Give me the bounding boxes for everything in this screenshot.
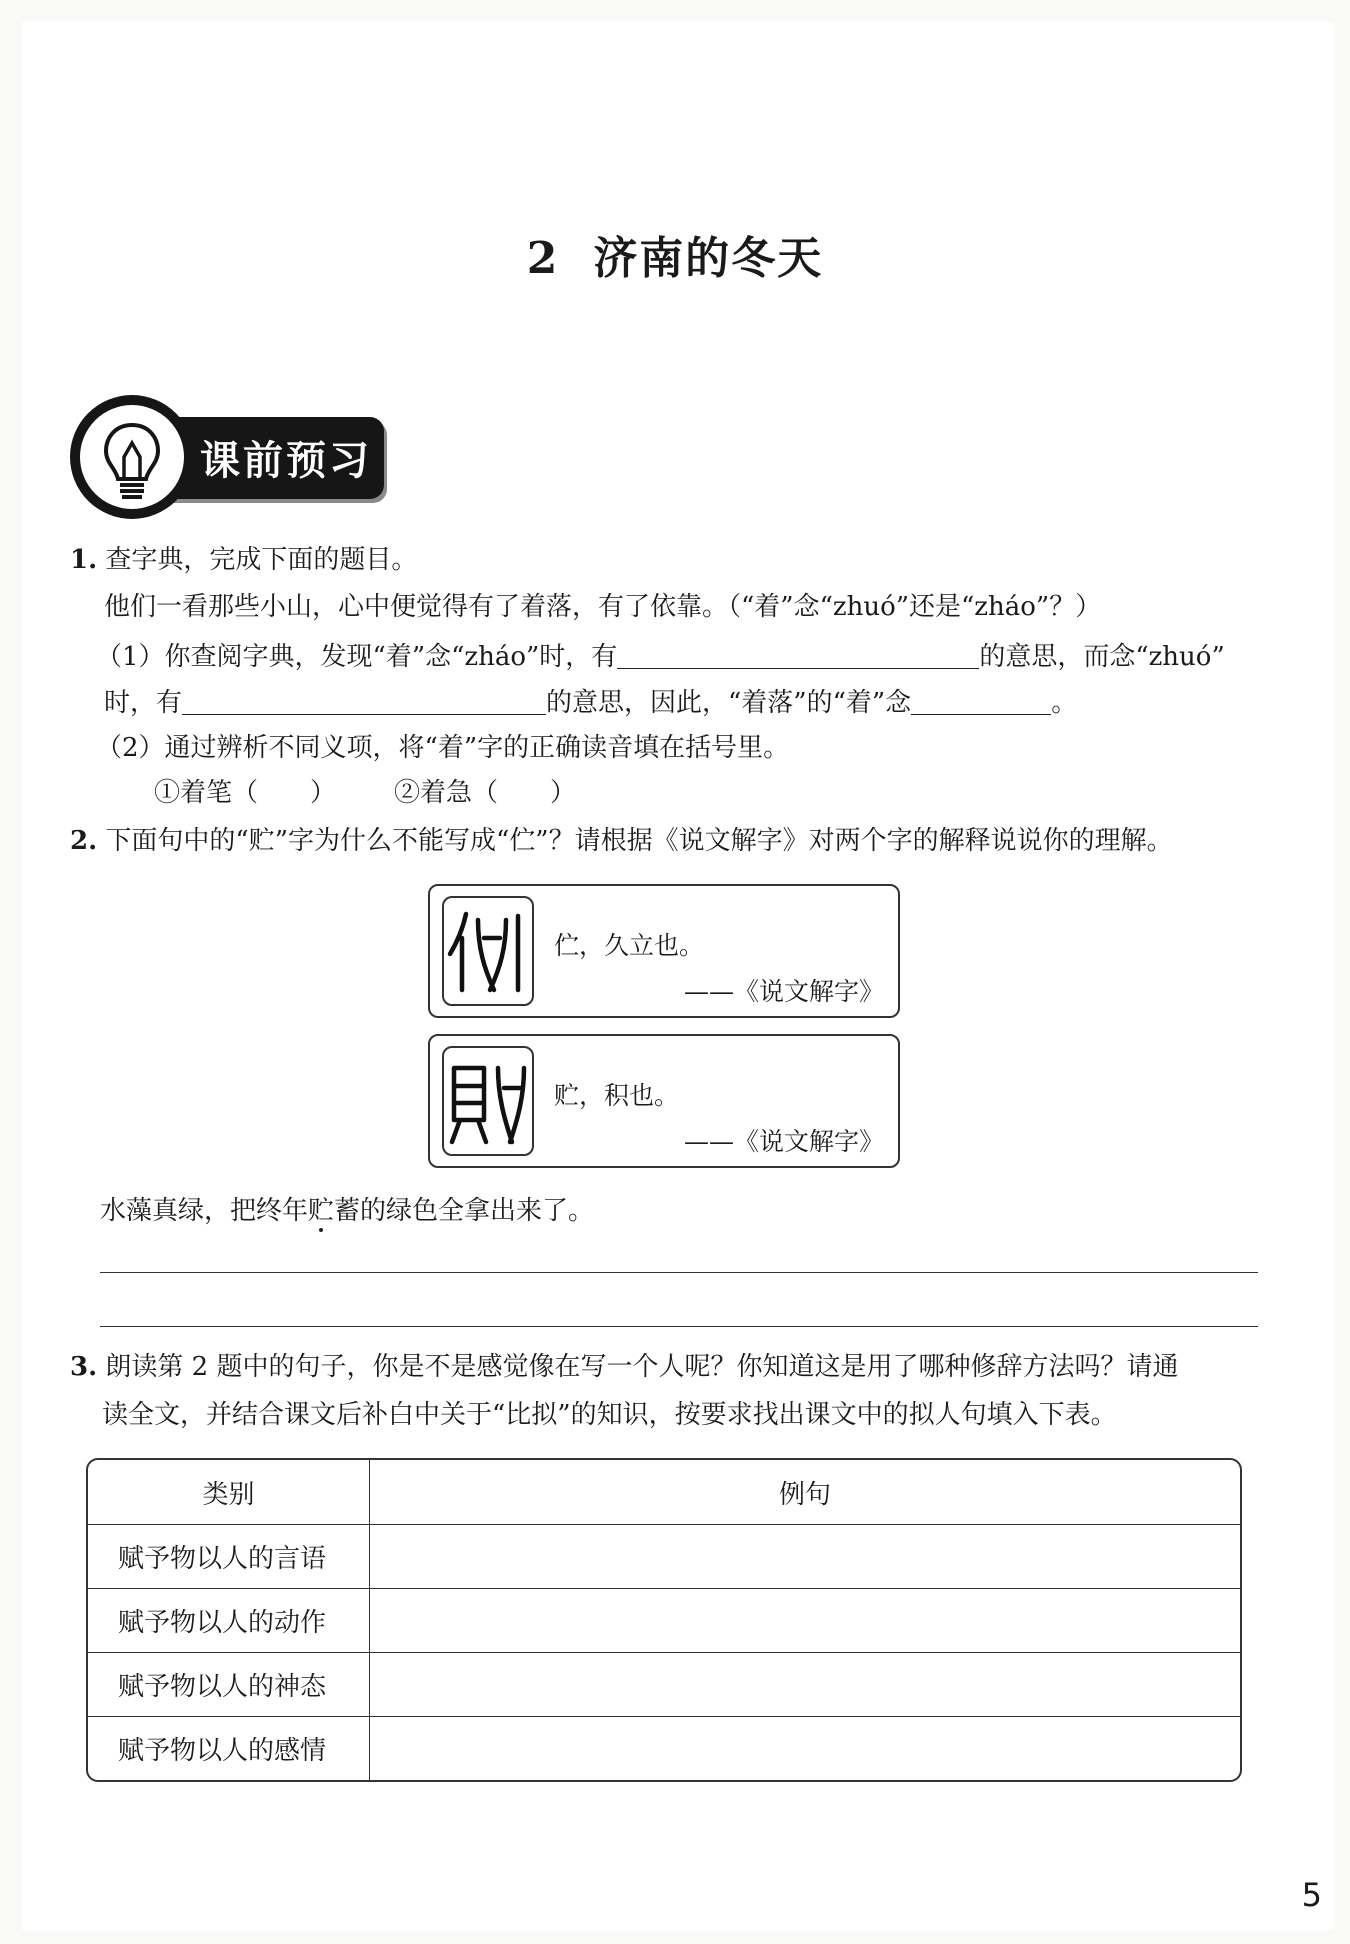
- table-row-category: 赋予物以人的感情: [88, 1716, 370, 1780]
- table-row-category: 赋予物以人的神态: [88, 1652, 370, 1716]
- q1-sub1-line2: [104, 684, 1077, 720]
- q2-number: 2.: [70, 826, 98, 856]
- section-badge-label: 课前预习: [200, 438, 372, 484]
- table-row-answer-cell[interactable]: [370, 1524, 1240, 1588]
- q2-sentence: [100, 1194, 594, 1228]
- table-row-category: 赋予物以人的动作: [88, 1588, 370, 1652]
- lesson-title-text: 济南的冬天: [593, 233, 824, 284]
- lesson-title: [0, 222, 1350, 286]
- q2-prompt: [70, 824, 1173, 858]
- page-number: 5: [1301, 1876, 1322, 1914]
- q3-prompt-line1: [70, 1350, 1179, 1384]
- table-row: [88, 1652, 1240, 1716]
- table-row-answer-cell[interactable]: [370, 1716, 1240, 1780]
- shuowen-source-1: ——《说文解字》: [683, 977, 884, 1006]
- q1-prompt: [70, 543, 417, 577]
- q1-option-1[interactable]: ①着笔（ ）: [154, 778, 337, 808]
- table-header-category: 类别: [88, 1460, 370, 1524]
- q2-prompt-text: 下面句中的“贮”字为什么不能写成“伫”？请根据《说文解字》对两个字的解释说说你的理解。: [105, 826, 1173, 856]
- shuowen-definition-2: 贮，积也。: [554, 1081, 680, 1110]
- answer-blank-pronunciation[interactable]: [911, 684, 1051, 715]
- shuowen-source-2: ——《说文解字》: [683, 1127, 884, 1156]
- q1-sub2: （2）通过辨析不同义项，将“着”字的正确读音填在括号里。: [96, 733, 790, 763]
- q1-sub1-text-b: 的意思，而念“zhuó”: [979, 642, 1225, 672]
- q1-prompt-text: 查字典，完成下面的题目。: [105, 545, 418, 575]
- q1-sub1-text-c: 时，有: [104, 688, 183, 718]
- lightbulb-icon: [80, 405, 184, 509]
- q1-sub1-text-e: 。: [1051, 688, 1078, 718]
- shuowen-definition-1: 伫，久立也。: [554, 931, 705, 960]
- personification-table: [86, 1458, 1242, 1782]
- emphasis-char-zhu: [308, 1196, 334, 1226]
- q2-sentence-a: 水藻真绿，把终年: [100, 1196, 309, 1226]
- answer-blank-zhao[interactable]: [617, 638, 979, 669]
- table-row-answer-cell[interactable]: [370, 1652, 1240, 1716]
- table-row: [88, 1588, 1240, 1652]
- answer-line-2[interactable]: [100, 1326, 1258, 1327]
- shuowen-box-zhu-stand: [428, 884, 900, 1018]
- table-row-category: 赋予物以人的言语: [88, 1524, 370, 1588]
- q2-sentence-b: 蓄的绿色全拿出来了。: [334, 1196, 595, 1226]
- q1-sub1-line1: [96, 638, 1225, 674]
- q1-number: 1.: [70, 545, 98, 575]
- table-row: [88, 1524, 1240, 1588]
- seal-script-zhu-stand: [442, 896, 534, 1006]
- shuowen-box-zhu-store: [428, 1034, 900, 1168]
- answer-line-1[interactable]: [100, 1272, 1258, 1273]
- table-row-answer-cell[interactable]: [370, 1588, 1240, 1652]
- q1-sub1-text-d: 的意思，因此，“着落”的“着”念: [546, 688, 912, 718]
- table-row: [88, 1716, 1240, 1780]
- section-badge: [70, 395, 386, 519]
- lesson-number: 2: [526, 233, 560, 284]
- answer-blank-zhuo[interactable]: [182, 684, 546, 715]
- table-header-row: [88, 1460, 1240, 1524]
- q3-text-line1: 朗读第 2 题中的句子，你是不是感觉像在写一个人呢？你知道这是用了哪种修辞方法吗？请通: [105, 1352, 1179, 1382]
- q1-option-2[interactable]: ②着急（ ）: [394, 778, 577, 808]
- q1-sub1-text-a: （1）你查阅字典，发现“着”念“zháo”时，有: [96, 642, 618, 672]
- q3-prompt-line2: 读全文，并结合课文后补白中关于“比拟”的知识，按要求找出课文中的拟人句填入下表。: [102, 1400, 1117, 1430]
- table-header-example: 例句: [778, 1479, 831, 1510]
- q3-number: 3.: [70, 1352, 98, 1382]
- seal-script-zhu-store: [442, 1046, 534, 1156]
- q2-sentence-mark: 贮: [308, 1196, 335, 1226]
- q1-sentence: 他们一看那些小山，心中便觉得有了着落，有了依靠。（“着”念“zhuó”还是“zháo”？）: [104, 592, 1102, 622]
